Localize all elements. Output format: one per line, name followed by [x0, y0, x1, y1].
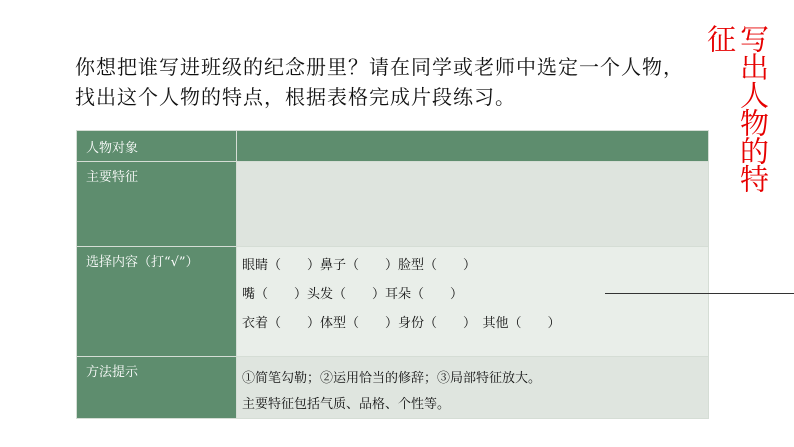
select-content-cell	[237, 247, 709, 357]
method-tip-line-1: ①简笔勾勒；②运用恰当的修辞；③局部特征放大。	[242, 371, 542, 386]
option-line-1[interactable]: 眼睛（ ）鼻子（ ）脸型（ ）	[242, 258, 477, 273]
table-row	[77, 357, 709, 419]
main-features-field[interactable]	[237, 162, 709, 247]
option-line-2[interactable]: 嘴（ ）头发（ ）耳朵（ ）	[242, 287, 464, 302]
row-label-select-content: 选择内容（打“√”）	[77, 247, 237, 357]
row-label-main-features: 主要特征	[77, 162, 237, 247]
method-tips-cell	[237, 357, 709, 419]
character-field[interactable]	[237, 131, 709, 162]
row-label-character: 人物对象	[77, 131, 237, 162]
row-label-method-tips: 方法提示	[77, 357, 237, 419]
instruction-line-2: 找出这个人物的特点，根据表格完成片段练习。	[75, 85, 516, 109]
option-line-3[interactable]: 衣着（ ）体型（ ）身份（ ） 其他（ ）	[242, 316, 561, 331]
instruction-text	[75, 52, 715, 112]
vertical-title-column-2: 征	[703, 24, 737, 52]
character-feature-table	[76, 130, 709, 419]
table-row	[77, 131, 709, 162]
horizontal-rule-line	[605, 293, 794, 294]
vertical-title-column-1: 写出人物的特	[736, 24, 770, 192]
method-tip-line-2: 主要特征包括气质、品格、个性等。	[242, 397, 451, 412]
instruction-line-1: 你想把谁写进班级的纪念册里？请在同学或老师中选定一个人物，	[75, 55, 684, 79]
table-row	[77, 162, 709, 247]
table-row	[77, 247, 709, 357]
